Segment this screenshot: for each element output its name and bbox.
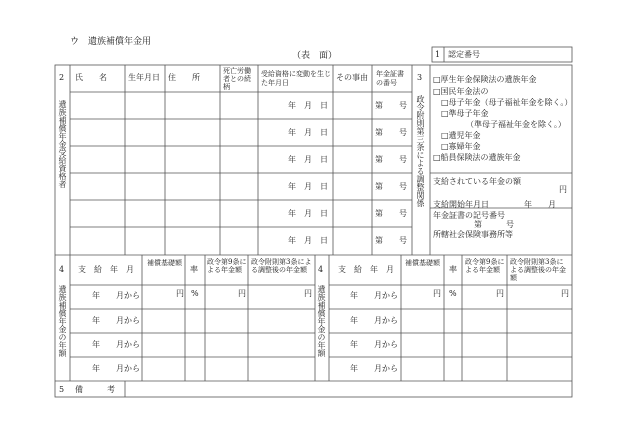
option-boshi: □母子年金（母子福祉年金を除く。） — [441, 98, 573, 107]
remarks-label: 備 考 — [75, 385, 115, 394]
sec4-number-right: 4 — [318, 265, 324, 274]
row-cert-no: 第 号 — [375, 155, 407, 164]
sec3-number: 3 — [417, 73, 423, 82]
header-address: 住 所 — [168, 73, 200, 82]
header-base-amount: 補償基礎額 — [147, 259, 182, 267]
unit-yen: 円 — [238, 289, 246, 298]
header-pay-month: 支 給 年 月 — [338, 265, 394, 274]
row-month-from: 年 月から — [350, 364, 398, 373]
option-kokumin: □国民年金法の — [433, 87, 489, 96]
row-cert-no: 第 号 — [375, 236, 407, 245]
header-name: 氏 名 — [75, 73, 107, 82]
row-month-from: 年 月から — [92, 316, 140, 325]
header-reason: その事由 — [336, 73, 368, 82]
header-adjusted-amount: 政令附則第3条による調整後の年金額 — [510, 258, 566, 282]
row-cert-no: 第 号 — [375, 209, 407, 218]
row-month-from: 年 月から — [350, 340, 398, 349]
option-iji: □遺児年金 — [441, 131, 481, 140]
sec2-number: 2 — [59, 73, 65, 82]
header-rate: 率 — [449, 265, 457, 274]
row-cert-no: 第 号 — [375, 182, 407, 191]
header-pay-month: 支 給 年 月 — [78, 265, 134, 274]
row-date: 年 月 日 — [288, 101, 328, 110]
row-cert-no: 第 号 — [375, 128, 407, 137]
row-month-from: 年 月から — [92, 364, 140, 373]
unit-yen: 円 — [561, 289, 569, 298]
header-adjusted-amount: 政令附則第3条による調整後の年金額 — [251, 258, 312, 274]
sec3-vertical-label: 政令附則第三条による調整関係 — [416, 95, 425, 207]
form-heading: ウ 遺族補償年金用 — [70, 37, 152, 47]
option-kafu: □寡婦年金 — [441, 142, 481, 151]
option-senin: □船員保険法の遺族年金 — [433, 153, 521, 162]
row-month-from: 年 月から — [92, 291, 140, 300]
unit-yen: 円 — [433, 289, 441, 298]
sec5-number: 5 — [59, 385, 65, 394]
header-birthdate: 生年月日 — [128, 73, 160, 82]
row-month-from: 年 月から — [350, 291, 398, 300]
header-change-date: 受給資格に変動を生じた年月日 — [261, 70, 331, 87]
unit-yen: 円 — [304, 289, 312, 298]
row-month-from: 年 月から — [92, 340, 140, 349]
cert-code-value: 第 号 — [474, 220, 514, 229]
sec4-vertical-label: 遺族補償年金の年額 — [58, 285, 67, 357]
paid-unit: 円 — [559, 185, 567, 194]
office-label: 所轄社会保険事務所等 — [433, 230, 513, 239]
cert-number: 1 — [435, 50, 441, 59]
sec4-number: 4 — [59, 265, 65, 274]
unit-yen: 円 — [176, 289, 184, 298]
side-label: （表 面） — [292, 51, 338, 61]
header-cert-number: 年金証書の番号 — [376, 70, 404, 87]
sec4-vertical-label-right: 遺族補償年金の年額 — [317, 285, 326, 357]
header-article9-amount: 政令第9条による年金額 — [465, 258, 505, 274]
header-rate: 率 — [190, 265, 198, 274]
unit-pct: % — [191, 289, 199, 298]
row-date: 年 月 日 — [288, 128, 328, 137]
option-jun-boshi: □準母子年金 — [441, 109, 489, 118]
row-date: 年 月 日 — [288, 182, 328, 191]
header-relationship: 死亡労働者との続柄 — [223, 67, 251, 91]
header-base-amount: 補償基礎額 — [405, 259, 440, 267]
row-date: 年 月 日 — [288, 209, 328, 218]
row-date: 年 月 日 — [288, 236, 328, 245]
sec2-vertical-label: 遺族補償年金受給資格者 — [58, 100, 67, 188]
start-unit: 年 月 — [524, 200, 556, 209]
row-date: 年 月 日 — [288, 155, 328, 164]
header-article9-amount: 政令第9条による年金額 — [207, 258, 247, 274]
option-jun-boshi-note: （準母子福祉年金を除く。） — [466, 120, 566, 129]
start-label: 支給開始年月日 — [433, 200, 489, 209]
row-cert-no: 第 号 — [375, 101, 407, 110]
cert-label: 認定番号 — [448, 50, 480, 59]
unit-yen: 円 — [496, 289, 504, 298]
paid-label: 支給されている年金の額 — [433, 177, 521, 186]
option-kosei: □厚生年金保険法の遺族年金 — [433, 75, 537, 84]
cert-code-label: 年金証書の記号番号 — [433, 211, 505, 220]
unit-pct: % — [449, 289, 457, 298]
row-month-from: 年 月から — [350, 316, 398, 325]
